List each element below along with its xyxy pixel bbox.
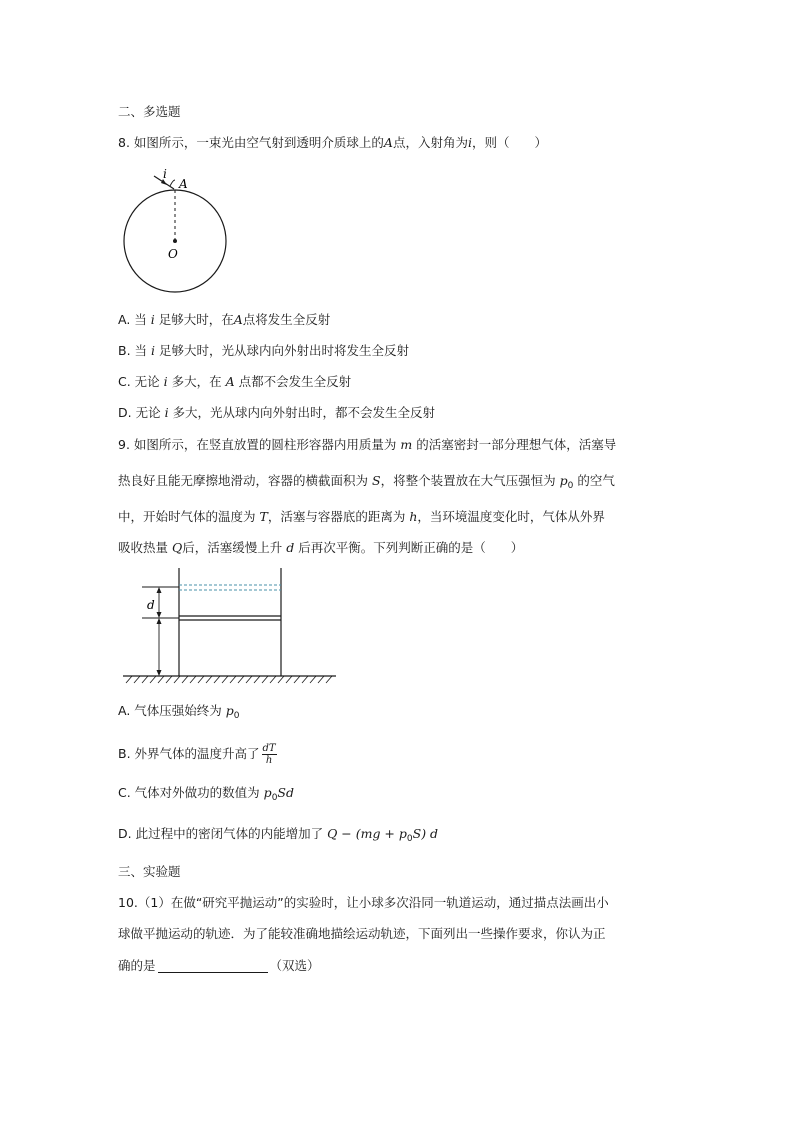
- q8-option-c: C. 无论 i 多大，在 A 点都不会发生全反射: [118, 374, 352, 389]
- q8-option-d: D. 无论 i 多大，光从球内向外射出时，都不会发生全反射: [118, 405, 436, 420]
- answer-blank[interactable]: [158, 959, 268, 973]
- question-10-line-2: 球做平抛运动的轨迹．为了能较准确地描绘运动轨迹，下面列出一些操作要求，你认为正: [118, 926, 606, 941]
- question-10-line-3: 确的是 （双选）: [118, 958, 320, 973]
- question-9-line-2: 热良好且能无摩擦地滑动，容器的横截面积为 S，将整个装置放在大气压强恒为 $p_0$ 的空气: [118, 473, 615, 491]
- question-10-line-1: 10.（1）在做“研究平抛运动”的实验时，让小球多次沿同一轨道运动，通过描点法画出小: [118, 895, 609, 910]
- center-dot: [173, 239, 177, 243]
- incident-angle-arc: [170, 180, 175, 186]
- cylinder-piston-figure: [118, 566, 340, 688]
- sphere-refraction-figure: [118, 166, 238, 326]
- fraction-dT-over-h: $\frac{dT}{h}$: [262, 743, 276, 766]
- section-heading-experiment: 三、实验题: [118, 864, 181, 879]
- q9-option-a: A. 气体压强始终为 $p_0$: [118, 703, 240, 721]
- question-9-line-1: 9. 如图所示，在竖直放置的圆柱形容器内用质量为 m 的活塞密封一部分理想气体，活塞导: [118, 437, 617, 452]
- q9-option-b: B. 外界气体的温度升高了 $\frac{dT}{h}$: [118, 743, 276, 766]
- q8-option-a: A. 当 i 足够大时，在A点将发生全反射: [118, 312, 331, 327]
- question-8-stem: 8. 如图所示，一束光由空气射到透明介质球上的A点，入射角为i，则（ ）: [118, 135, 547, 150]
- label-O: O: [168, 247, 178, 261]
- question-9-line-3: 中，开始时气体的温度为 T，活塞与容器底的距离为 h，当环境温度变化时，气体从外界: [118, 509, 605, 524]
- q9-option-d: D. 此过程中的密闭气体的内能增加了 $Q - (mg + p_0S)$ d: [118, 826, 439, 844]
- question-9-line-4: 吸收热量 Q后，活塞缓慢上升 d 后再次平衡。下列判断正确的是（ ）: [118, 540, 524, 555]
- ground-hatching: [126, 676, 332, 683]
- section-heading-multiple-choice: 二、多选题: [118, 104, 181, 119]
- label-A: A: [179, 177, 188, 191]
- label-i: i: [163, 167, 167, 181]
- q8-option-b: B. 当 i 足够大时，光从球内向外射出时将发生全反射: [118, 343, 410, 358]
- q9-option-c: C. 气体对外做功的数值为 $p_0Sd$: [118, 785, 294, 803]
- label-d: d: [147, 598, 155, 612]
